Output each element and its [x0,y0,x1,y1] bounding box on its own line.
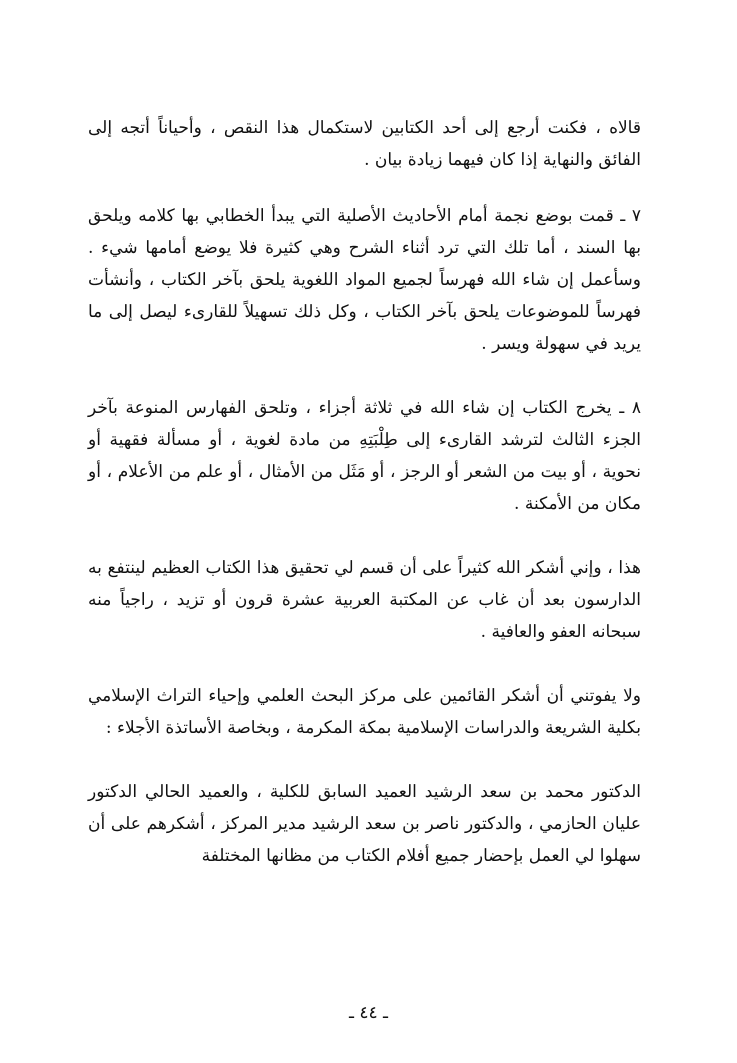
paragraph-thanks: هذا ، وإني أشكر الله كثيراً على أن قسم لي تحقيق هذا الكتاب العظيم لينتفع به الدارسون بعد أن غاب عن المكتبة العربية عشرة قرون أو تزيد ، راجياً منه سبحانه العفو والعافية . [88,558,642,642]
paragraph-item-8: ٨ ـ يخرج الكتاب إن شاء الله في ثلاثة أجزاء ، وتلحق الفهارس المنوعة بآخر الجزء الثالث لترشد القارىء إلى طِلْبَتِهِ من مادة لغوية ، أو مسألة فقهية أو نحوية ، أو بيت من الشعر أو الرجز ، أو مَثَل من الأمثال ، أو علم من الأعلام ، أو مكان من الأمكنة . [88,398,641,514]
paragraph-continuation: قالاه ، فكنت أرجع إلى أحد الكتابين لاستكمال هذا النقص ، وأحياناً أتجه إلى الفائق والنهاية إذا كان فيهما زيادة بيان . [88,118,641,170]
page-number: ـ ٤٤ ـ [348,1003,389,1023]
paragraph-acknowledgement: ولا يفوتني أن أشكر القائمين على مركز البحث العلمي وإحياء التراث الإسلامي بكلية الشريعة والدراسات الإسلامية بمكة المكرمة ، وبخاصة الأساتذة الأجلاء : [88,686,641,738]
paragraph-names: الدكتور محمد بن سعد الرشيد العميد السابق للكلية ، والعميد الحالي الدكتور عليان الحازمي ، والدكتور ناصر بن سعد الرشيد مدير المركز ، أشكرهم على أن سهلوا لي العمل بإحضار جميع أفلام الكتاب من مظانها المختلفة [88,782,641,866]
paragraph-item-7: ٧ ـ قمت بوضع نجمة أمام الأحاديث الأصلية التي يبدأ الخطابي بها كلامه ويلحق بها السند ، أما تلك التي ترد أثناء الشرح وهي كثيرة فلا يوضع أمامها شيء . وسأعمل إن شاء الله فهرساً لجميع المواد اللغوية يلحق بآخر الكتاب ، وأنشأت فهرساً للموضوعات يلحق بآخر الكتاب ، وكل ذلك تسهيلاً للقارىء ليصل إلى ما يريد في سهولة ويسر . [88,206,641,354]
page-body [88,112,641,872]
